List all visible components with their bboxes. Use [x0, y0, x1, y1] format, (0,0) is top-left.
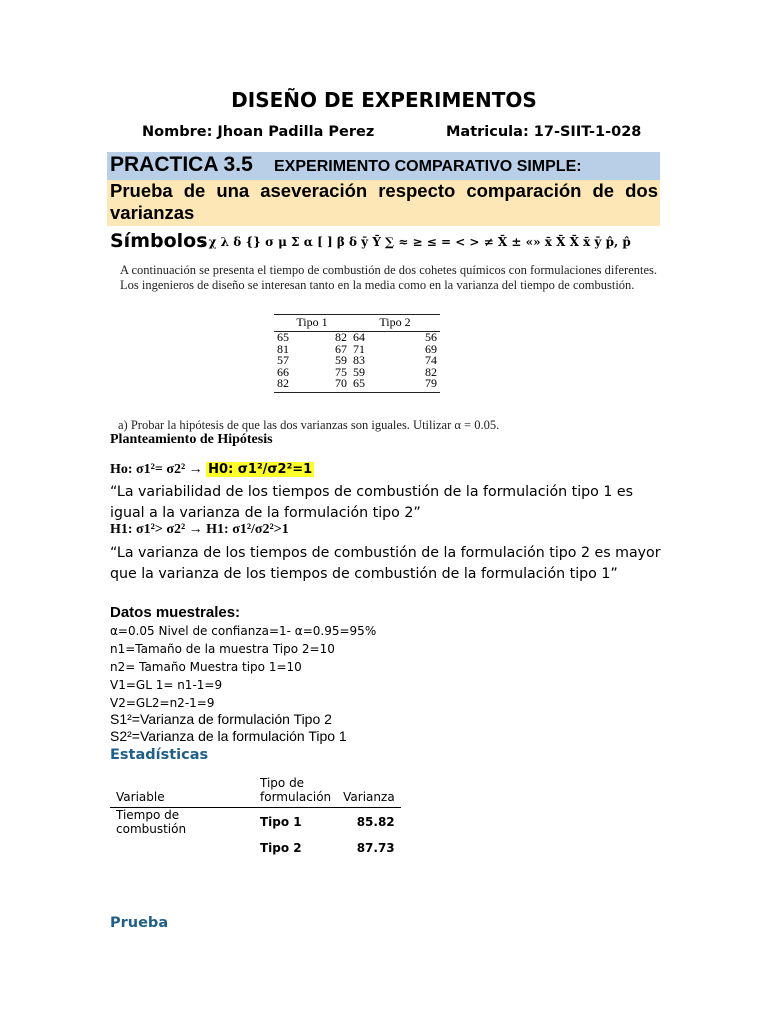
combustion-data-table: [274, 314, 440, 393]
sample-line: α=0.05 Nivel de confianza=1- α=0.95=95%: [110, 624, 377, 638]
table-cell: 70: [318, 378, 350, 392]
intro-line-1: A continuación se presenta el tiempo de combustión de dos cohetes químicos con formulaciones diferentes.: [120, 263, 658, 277]
table-cell: 79: [394, 378, 440, 392]
table-cell: 64: [353, 330, 365, 344]
student-id: Matricula: 17-SIIT-1-028: [446, 124, 642, 140]
stats-header-varianza: Varianza: [337, 776, 401, 808]
sample-line: n2= Tamaño Muestra tipo 1=10: [110, 660, 302, 674]
stats-empty-cell: [110, 836, 254, 860]
problem-intro: [120, 263, 657, 293]
practice-number: PRACTICA 3.5: [110, 153, 253, 176]
symbols-label: Símbolos: [110, 230, 208, 252]
stats-varianza: 85.82: [356, 815, 395, 829]
table-cell: 56: [425, 330, 437, 344]
hypothesis-title: Planteamiento de Hipótesis: [110, 432, 273, 447]
table-cell: 71: [353, 341, 365, 356]
null-hypothesis: [110, 462, 314, 478]
h0-highlight: H0: σ1²/σ2²=1: [208, 462, 313, 477]
table-cell: 82: [335, 330, 347, 344]
part-a-question: a) Probar la hipótesis de que las dos varianzas son iguales. Utilizar α = 0.05.: [118, 418, 500, 432]
stats-variable: Tiempo de combustión: [116, 808, 187, 836]
table-cell: 81: [277, 341, 289, 356]
table-cell: 67: [335, 341, 347, 356]
table-cell: 69: [425, 341, 437, 356]
student-name: Nombre: Jhoan Padilla Perez: [142, 124, 375, 140]
stats-header-variable: Variable: [110, 776, 254, 808]
s1-definition: S1²=Varianza de formulación Tipo 2: [110, 711, 332, 727]
table-header-tipo2: Tipo 2: [350, 315, 440, 332]
h1-description: “La varianza de los tiempos de combustión de la formulación tipo 2 es mayor que la varianza de los tiempos de combustión de la formulación tipo 1”: [110, 545, 661, 582]
table-cell: 66: [277, 364, 289, 379]
table-cell: 65: [350, 378, 394, 392]
stats-tipo: Tipo 2: [260, 841, 302, 855]
alt-hypothesis: H1: σ1²> σ2² → H1: σ1²/σ2²>1: [110, 522, 289, 537]
s2-definition: S2²=Varianza de la formulación Tipo 1: [110, 728, 347, 744]
stats-tipo: Tipo 1: [260, 815, 302, 829]
sample-line: V1=GL 1= n1-1=9: [110, 678, 223, 692]
table-cell: 82: [425, 364, 437, 379]
table-cell: 57: [277, 353, 289, 367]
table-cell: 65: [277, 330, 289, 344]
table-cell: 83: [353, 353, 365, 367]
prueba-heading: Prueba de una aseveración respecto comparación de dos varianzas: [110, 180, 658, 223]
stats-title: Estadísticas: [110, 747, 209, 763]
table-cell: 74: [425, 353, 437, 367]
sample-line: n1=Tamaño de la muestra Tipo 2=10: [110, 642, 335, 656]
intro-line-2: Los ingenieros de diseño se interesan tanto en la media como en la varianza del tiempo de combustión.: [120, 278, 635, 292]
table-cell: 82: [274, 378, 318, 392]
h0-description: “La variabilidad de los tiempos de combustión de la formulación tipo 1 es igual a la varianza de la formulación tipo 2”: [110, 484, 634, 521]
stats-header-tipo: Tipo de formulación: [254, 776, 337, 808]
document-title: DISEÑO DE EXPERIMENTOS: [231, 88, 537, 112]
sample-data-title: Datos muestrales:: [110, 604, 241, 621]
prueba-section-title: Prueba: [110, 915, 169, 931]
table-cell: 75: [335, 364, 347, 379]
h0-statement: Ho: σ1²= σ2² →: [110, 462, 203, 477]
table-cell: 59: [353, 364, 365, 379]
stats-varianza: 87.73: [356, 841, 395, 855]
table-cell: 59: [335, 353, 347, 367]
stats-table: [110, 776, 401, 860]
table-header-tipo1: Tipo 1: [274, 315, 350, 332]
sample-line: V2=GL2=n2-1=9: [110, 696, 215, 710]
practice-subtitle: EXPERIMENTO COMPARATIVO SIMPLE:: [274, 158, 582, 175]
symbols-list: : χ λ δ {} σ μ Σ α [ ] β δ ȳ Ȳ ∑ ≈ ≥ ≤ = < > ≠ X̄ ± «» x̄ X̄ X̄ x̄ ȳ p̂, p̂: [200, 235, 631, 249]
